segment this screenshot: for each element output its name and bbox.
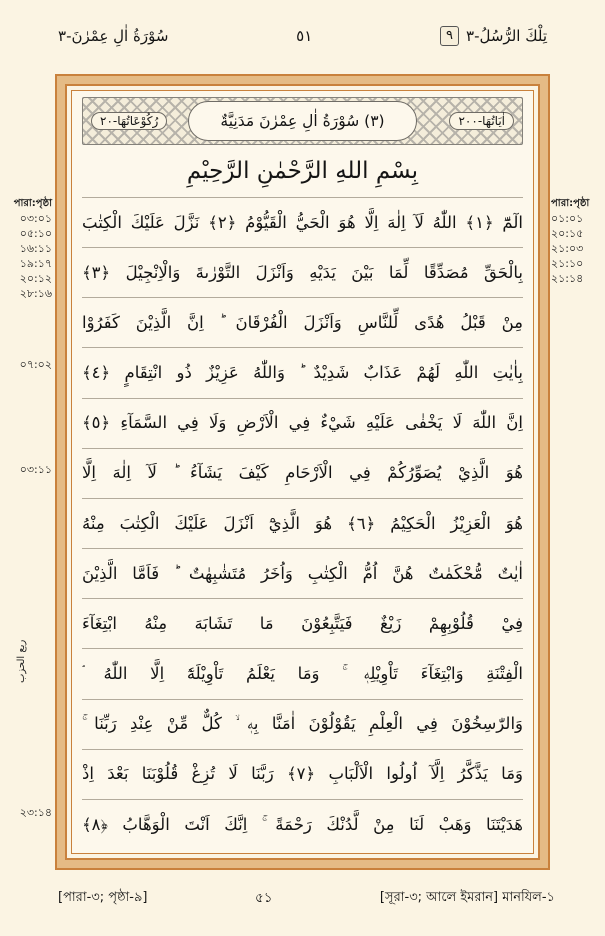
quran-line (82, 599, 523, 649)
para-page-entry: ০৩:১১ (19, 463, 52, 476)
quran-line (82, 449, 523, 499)
juz-page-badge: ٩ (440, 26, 459, 46)
para-page-entry: ২১:১৪ (551, 272, 584, 285)
quran-line (82, 248, 523, 298)
quran-line-text: مِنْ قَبْلُ هُدًى لِّلنَّاسِ وَاَنْزَلَ الْفُرْقَانَ ؕ اِنَّ الَّذِيْنَ كَفَرُوْا (82, 312, 523, 332)
quran-line (82, 800, 523, 849)
quran-line (82, 198, 523, 248)
quran-line (82, 750, 523, 800)
text-area (71, 90, 534, 854)
quran-line (82, 348, 523, 398)
quran-line-text: وَمَا يَذَّكَّرُ اِلَّآ اُولُوا الْاَلْبَابِ ﴿٧﴾ رَبَّنَا لَا تُزِغْ قُلُوْبَنَا بَعْدَ اِذْ (82, 764, 523, 784)
surah-name-top: سُوْرَةُ اٰلِ عِمْرٰنَ-٣ (58, 27, 169, 45)
para-page-entry: ২০:১৫ (551, 227, 584, 240)
page-number-top: ٥١ (296, 27, 313, 45)
left-margin-references (5, 196, 52, 301)
quran-line-text: بِالْحَقِّ مُصَدِّقًا لِّمَا بَيْنَ يَدَيْهِ وَاَنْزَلَ التَّوْرٰىةَ وَالْاِنْجِيْلَ ﴿٣﴾ (82, 262, 523, 282)
para-page-entry: ০৩:০১ (19, 212, 52, 225)
footer-para-page: [পারা-৩; পৃষ্ঠা-৯] (58, 890, 148, 905)
para-page-header: পারা:পৃষ্ঠা (13, 198, 52, 209)
frame-gap (65, 84, 540, 860)
para-page-entry: ০৭:০২ (19, 358, 52, 371)
quran-line-text: بِاٰيٰتِ اللّٰهِ لَهُمْ عَذَابٌ شَدِيْدٌ ؕ وَاللّٰهُ عَزِيْزٌ ذُو انْتِقَامٍ ﴿٤﴾ (82, 363, 523, 383)
quran-line-text: هَدَيْتَنَا وَهَبْ لَنَا مِنْ لَّدُنْكَ رَحْمَةً ۚ اِنَّكَ اَنْتَ الْوَهَّابُ ﴿٨﴾ (82, 814, 523, 834)
para-page-entry: ১৯:১৭ (19, 257, 52, 270)
para-page-entry: ১৬:১১ (19, 242, 52, 255)
para-page-entry: ২১:০৩ (551, 242, 584, 255)
quran-line-text: فِيْ قُلُوْبِهِمْ زَيْغٌ فَيَتَّبِعُوْنَ مَا تَشَابَهَ مِنْهُ ابْتِغَآءَ (82, 613, 523, 633)
para-page-entry: ২১:১০ (551, 257, 584, 270)
para-page-entry: ০১:০১ (551, 212, 584, 225)
right-margin-references (551, 196, 601, 286)
quran-line-text: الٓمّٓ ﴿١﴾ اللّٰهُ لَآ اِلٰهَ اِلَّا هُوَ الْحَيُّ الْقَيُّوْمُ ﴿٢﴾ نَزَّلَ عَلَيْكَ الْكِتٰبَ (82, 212, 523, 232)
para-page-header: পারা:পৃষ্ঠা (551, 198, 590, 209)
page-footer (58, 887, 555, 910)
footer-surah-manzil: [সূরা-৩; আলে ইমরান] মানযিল-১ (379, 890, 555, 905)
juz-name-top (440, 26, 547, 46)
quran-line-text: وَالرّٰسِخُوْنَ فِي الْعِلْمِ يَقُوْلُوْنَ اٰمَنَّا بِهٖ ۙ كُلٌّ مِّنْ عِنْدِ رَبِّنَا ۚ (82, 714, 523, 734)
quran-line-text: هُوَ الَّذِيْ يُصَوِّرُكُمْ فِي الْاَرْحَامِ كَيْفَ يَشَآءُ ؕ لَآ اِلٰهَ اِلَّا (82, 463, 523, 483)
quran-line-text: هُوَ الْعَزِيْزُ الْحَكِيْمُ ﴿٦﴾ هُوَ الَّذِيْٓ اَنْزَلَ عَلَيْكَ الْكِتٰبَ مِنْهُ (82, 513, 523, 533)
para-page-entry: ২৮:১৬ (19, 287, 52, 300)
hizb-marker: ربع الحزب (16, 640, 27, 684)
ruku-count-label: رُكُوْعَاتُهَا-٢٠ (91, 112, 167, 130)
surah-title: (٣) سُوْرَةُ اٰلِ عِمْرٰنَ مَدَنِيَّةٌ (188, 101, 416, 141)
para-page-entry: ২০:১২ (19, 272, 52, 285)
quran-line-text: اِنَّ اللّٰهَ لَا يَخْفٰى عَلَيْهِ شَيْءٌ فِي الْاَرْضِ وَلَا فِي السَّمَآءِ ﴿٥﴾ (82, 413, 523, 433)
quran-line (82, 499, 523, 549)
bismillah: بِسْمِ اللهِ الرَّحْمٰنِ الرَّحِيْمِ (82, 145, 523, 198)
para-page-entry: ২৩:১৪ (19, 806, 52, 819)
quran-lines (82, 198, 523, 849)
quran-line (82, 700, 523, 750)
para-page-entry: ০৫:১০ (19, 227, 52, 240)
quran-line (82, 298, 523, 348)
footer-page-number: ৫১ (254, 890, 273, 906)
page-frame (55, 74, 550, 870)
quran-line-text: الْفِتْنَةِ وَابْتِغَآءَ تَاْوِيْلِهٖ ۚ وَمَا يَعْلَمُ تَاْوِيْلَهٗٓ اِلَّا اللّٰهُ ۘ (82, 664, 523, 684)
quran-line (82, 549, 523, 599)
quran-line (82, 399, 523, 449)
ayat-count-label: اٰيَاتُهَا-٢٠٠ (449, 112, 514, 130)
quran-line-text: اٰيٰتٌ مُّحْكَمٰتٌ هُنَّ اُمُّ الْكِتٰبِ وَاُخَرُ مُتَشٰبِهٰتٌ ؕ فَاَمَّا الَّذِيْنَ (82, 563, 523, 583)
quran-line (82, 649, 523, 699)
surah-title-ornament (82, 97, 523, 145)
juz-name-label: تِلْكَ الرُّسُلُ-٣ (466, 27, 547, 45)
running-head (58, 26, 547, 46)
